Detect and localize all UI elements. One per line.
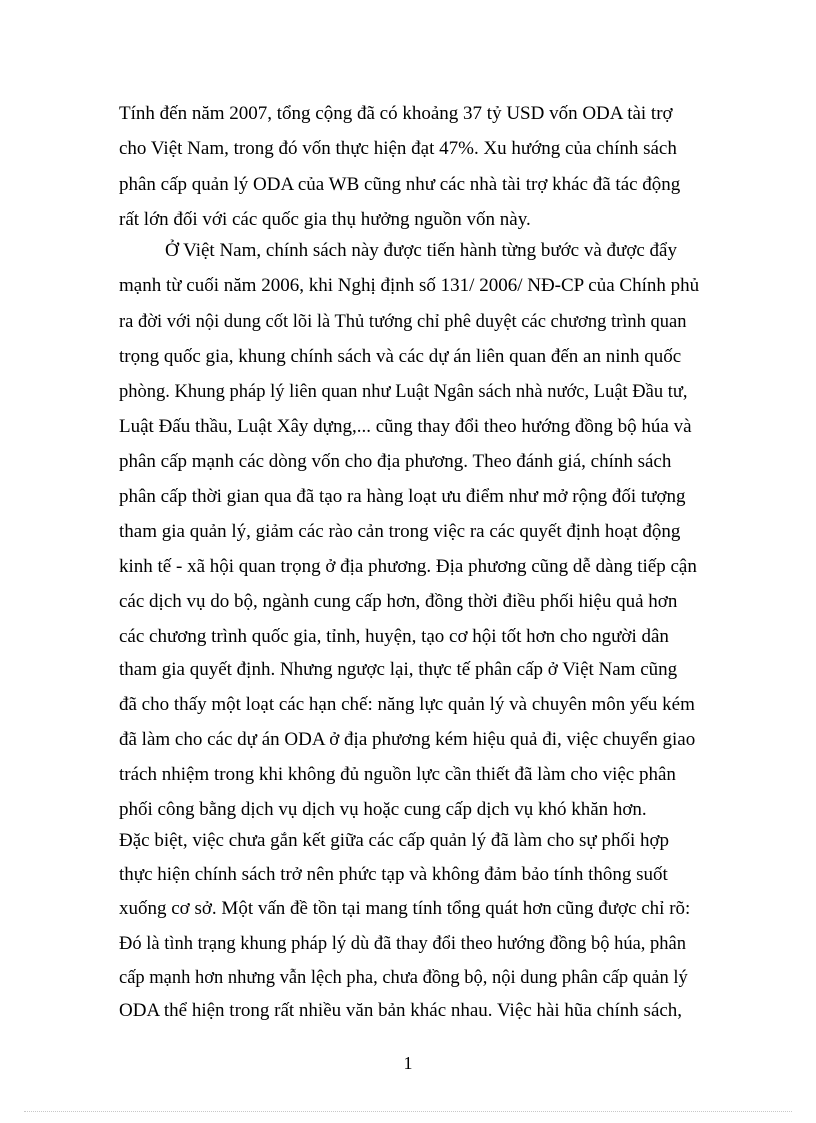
text-line: phân cấp thời gian qua đã tạo ra hàng loạt ưu điểm như mở rộng đối tượng xyxy=(119,486,686,507)
text-line: phân cấp quản lý ODA của WB cũng như các nhà tài trợ khác đã tác động xyxy=(119,174,681,195)
text-line: trọng quốc gia, khung chính sách và các dự án liên quan đến an ninh quốc xyxy=(119,346,682,367)
text-line: đã làm cho các dự án ODA ở địa phương kém hiệu quả đi, việc chuyển giao xyxy=(119,729,696,750)
text-line: Đó là tình trạng khung pháp lý dù đã thay đổi theo hướng đồng bộ húa, phân xyxy=(119,934,687,954)
text-line: kinh tế - xã hội quan trọng ở địa phương. Địa phương cũng dễ dàng tiếp cận xyxy=(119,556,697,577)
text-line: tham gia quản lý, giảm các rào cản trong việc ra các quyết định hoạt động xyxy=(119,521,681,542)
text-line: phòng. Khung pháp lý liên quan như Luật Ngân sách nhà nước, Luật Đầu tư, xyxy=(119,382,688,402)
text-line: Luật Đấu thầu, Luật Xây dựng,... cũng thay đổi theo hướng đồng bộ húa và xyxy=(119,416,692,437)
page-edge-divider xyxy=(24,1111,792,1112)
text-line: thực hiện chính sách trở nên phức tạp và không đảm bảo tính thông suốt xyxy=(119,864,668,885)
page-number: 1 xyxy=(403,1053,413,1073)
text-line: cấp mạnh hơn nhưng vẫn lệch pha, chưa đồng bộ, nội dung phân cấp quản lý xyxy=(119,968,688,988)
text-line: xuống cơ sở. Một vấn đề tồn tại mang tính tổng quát hơn cũng được chỉ rõ: xyxy=(119,898,691,919)
text-line: Đặc biệt, việc chưa gắn kết giữa các cấp quản lý đã làm cho sự phối hợp xyxy=(119,830,670,851)
text-line: đã cho thấy một loạt các hạn chế: năng lực quản lý và chuyên môn yếu kém xyxy=(119,694,695,715)
text-line: các dịch vụ do bộ, ngành cung cấp hơn, đồng thời điều phối hiệu quả hơn xyxy=(119,591,678,612)
text-line: cho Việt Nam, trong đó vốn thực hiện đạt 47%. Xu hướng của chính sách xyxy=(119,138,677,159)
text-line: ODA thể hiện trong rất nhiều văn bản khác nhau. Việc hài hũa chính sách, xyxy=(119,1000,683,1021)
text-line: tham gia quyết định. Nhưng ngược lại, thực tế phân cấp ở Việt Nam cũng xyxy=(119,659,678,680)
text-line: rất lớn đối với các quốc gia thụ hưởng nguồn vốn này. xyxy=(119,209,531,230)
text-line: mạnh từ cuối năm 2006, khi Nghị định số 131/ 2006/ NĐ-CP của Chính phủ xyxy=(119,275,700,296)
text-line: phối công bằng dịch vụ dịch vụ hoặc cung cấp dịch vụ khó khăn hơn. xyxy=(119,799,647,820)
text-line: trách nhiệm trong khi không đủ nguồn lực cần thiết đã làm cho việc phân xyxy=(119,764,676,785)
text-line: Ở Việt Nam, chính sách này được tiến hành từng bước và được đẩy xyxy=(165,240,677,261)
text-line: Tính đến năm 2007, tổng cộng đã có khoảng 37 tỷ USD vốn ODA tài trợ xyxy=(119,103,673,124)
text-line: phân cấp mạnh các dòng vốn cho địa phương. Theo đánh giá, chính sách xyxy=(119,451,672,472)
text-line: ra đời với nội dung cốt lõi là Thủ tướng chỉ phê duyệt các chương trình quan xyxy=(119,312,687,332)
text-line: các chương trình quốc gia, tỉnh, huyện, tạo cơ hội tốt hơn cho người dân xyxy=(119,626,669,647)
